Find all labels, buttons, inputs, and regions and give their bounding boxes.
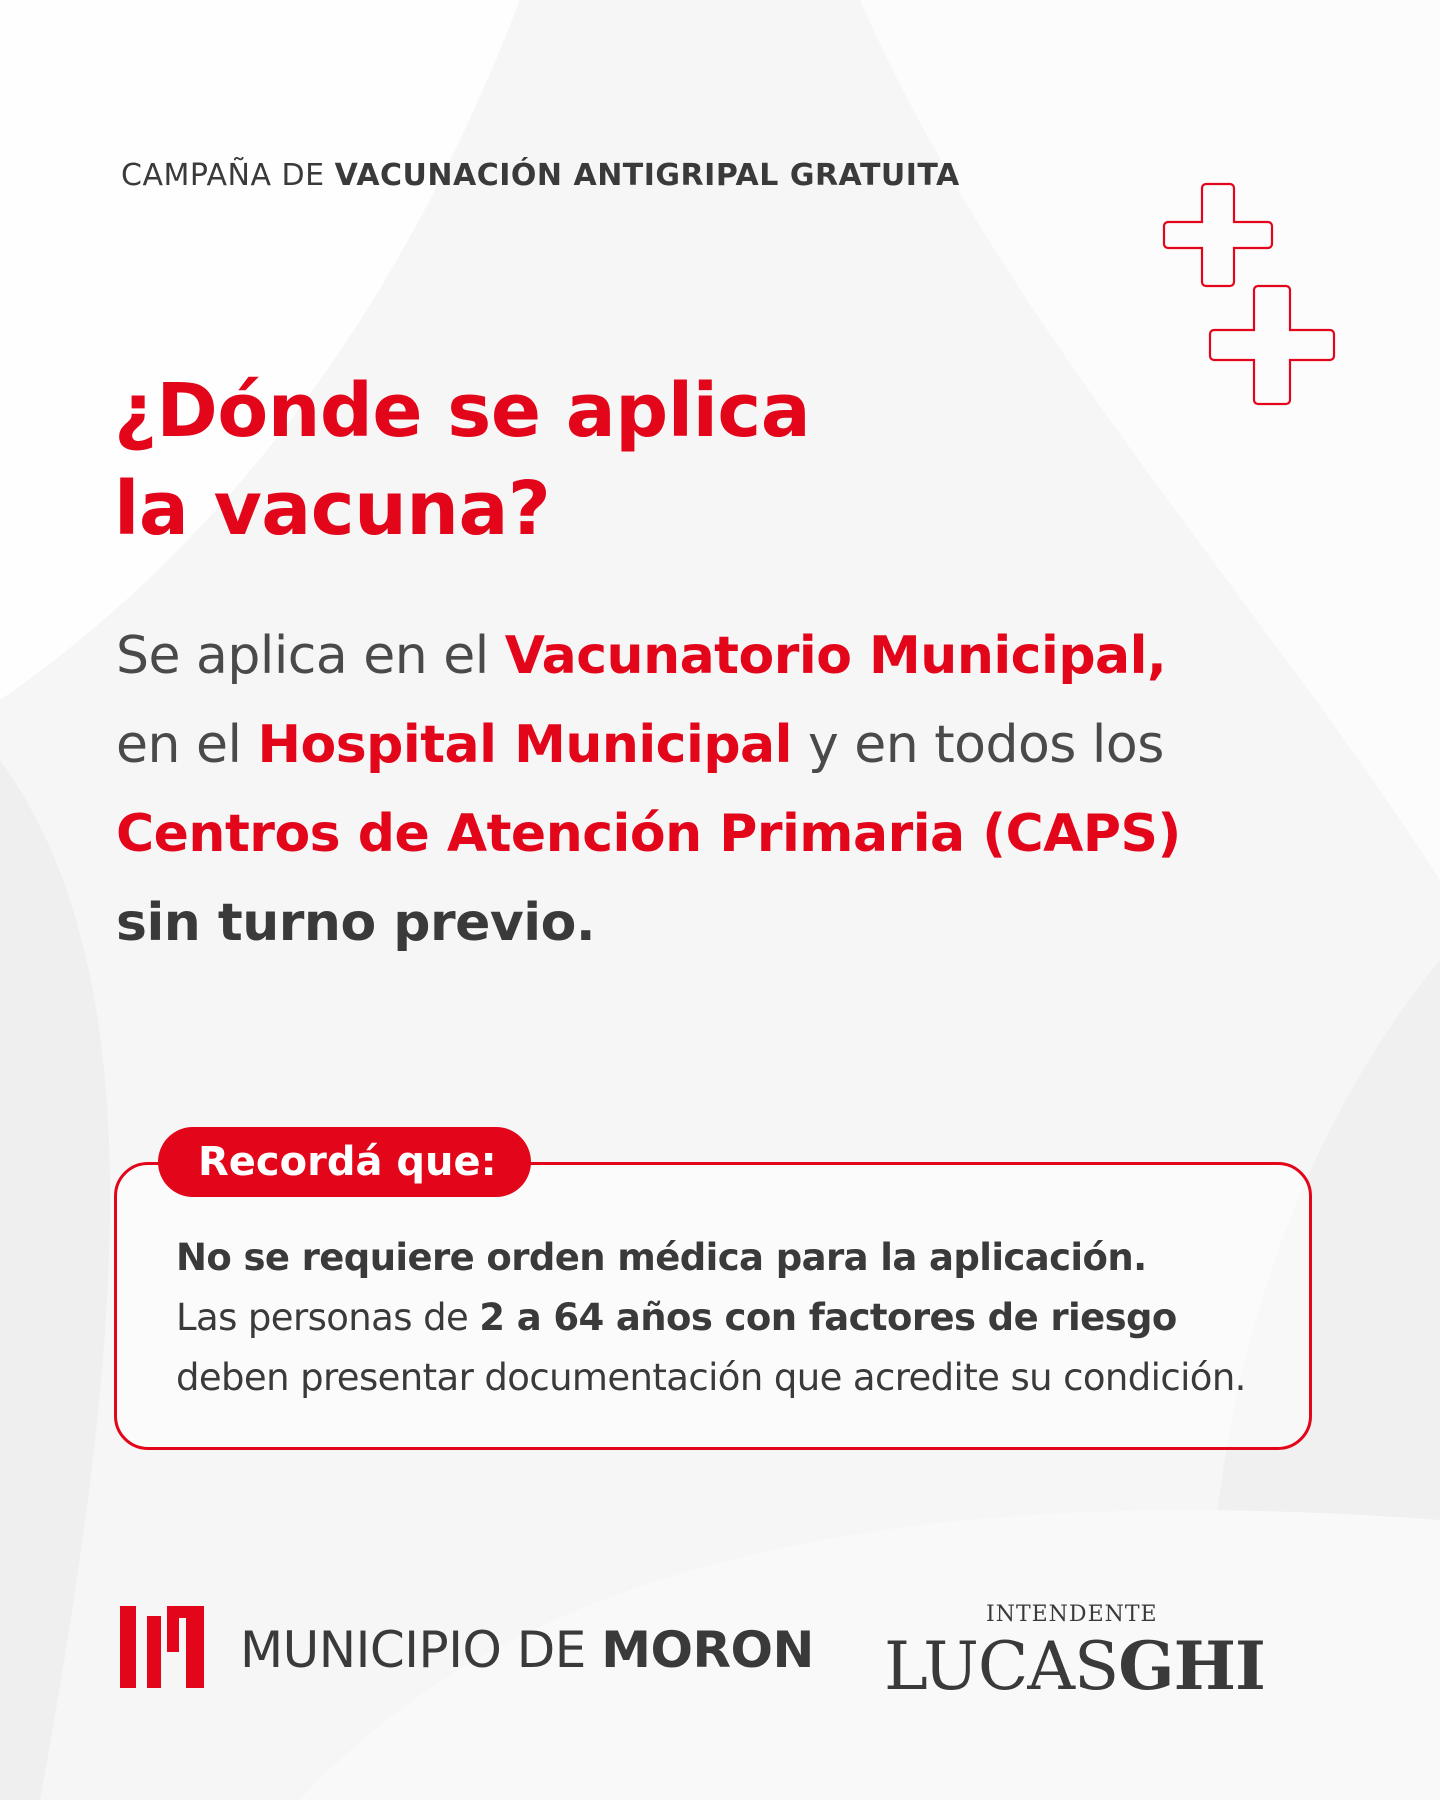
- reminder-line-3: deben presentar documentación que acredite su condición.: [176, 1356, 1246, 1399]
- lead-paragraph: [116, 612, 1216, 968]
- signature-first: LUCAS: [884, 1628, 1119, 1705]
- reminder-badge: Recordá que:: [158, 1127, 531, 1197]
- kicker-prefix: CAMPAÑA DE: [121, 158, 335, 193]
- signature-last: GHI: [1118, 1627, 1265, 1705]
- lead-text-3: y en todos los: [791, 715, 1164, 775]
- intendente-signature: [884, 1628, 1265, 1705]
- reminder-line-1: No se requiere orden médica para la aplicación.: [176, 1236, 1147, 1279]
- reminder-line-2: [176, 1288, 1296, 1348]
- lead-text-1: Se aplica en el: [116, 626, 505, 686]
- lead-sin-turno: sin turno previo.: [116, 893, 596, 953]
- page-title: [114, 362, 810, 558]
- intendente-label: INTENDENTE: [986, 1602, 1158, 1627]
- medical-crosses: [1160, 180, 1350, 420]
- title-line-1: ¿Dónde se aplica: [114, 368, 811, 454]
- reminder-line-2-prefix: Las personas de: [176, 1296, 480, 1339]
- title-line-2: la vacuna?: [114, 466, 551, 552]
- municipio-moron-logo: [120, 1606, 204, 1688]
- lead-vacunatorio: Vacunatorio Municipal,: [504, 626, 1167, 686]
- municipio-name: [240, 1620, 814, 1680]
- medical-cross-outline-icon: [1210, 286, 1334, 404]
- muni-bold: MORON: [601, 1621, 814, 1679]
- lead-hospital: Hospital Municipal: [257, 715, 792, 775]
- muni-prefix: MUNICIPIO DE: [240, 1621, 602, 1679]
- kicker-bold: VACUNACIÓN ANTIGRIPAL GRATUITA: [334, 158, 960, 193]
- reminder-line-2-bold: 2 a 64 años con factores de riesgo: [479, 1296, 1177, 1339]
- medical-cross-outline-icon: [1164, 184, 1272, 286]
- lead-caps: Centros de Atención Primaria (CAPS): [116, 804, 1181, 864]
- lead-text-2: en el: [116, 715, 258, 775]
- campaign-kicker: [121, 158, 960, 193]
- reminder-text: [176, 1228, 1296, 1408]
